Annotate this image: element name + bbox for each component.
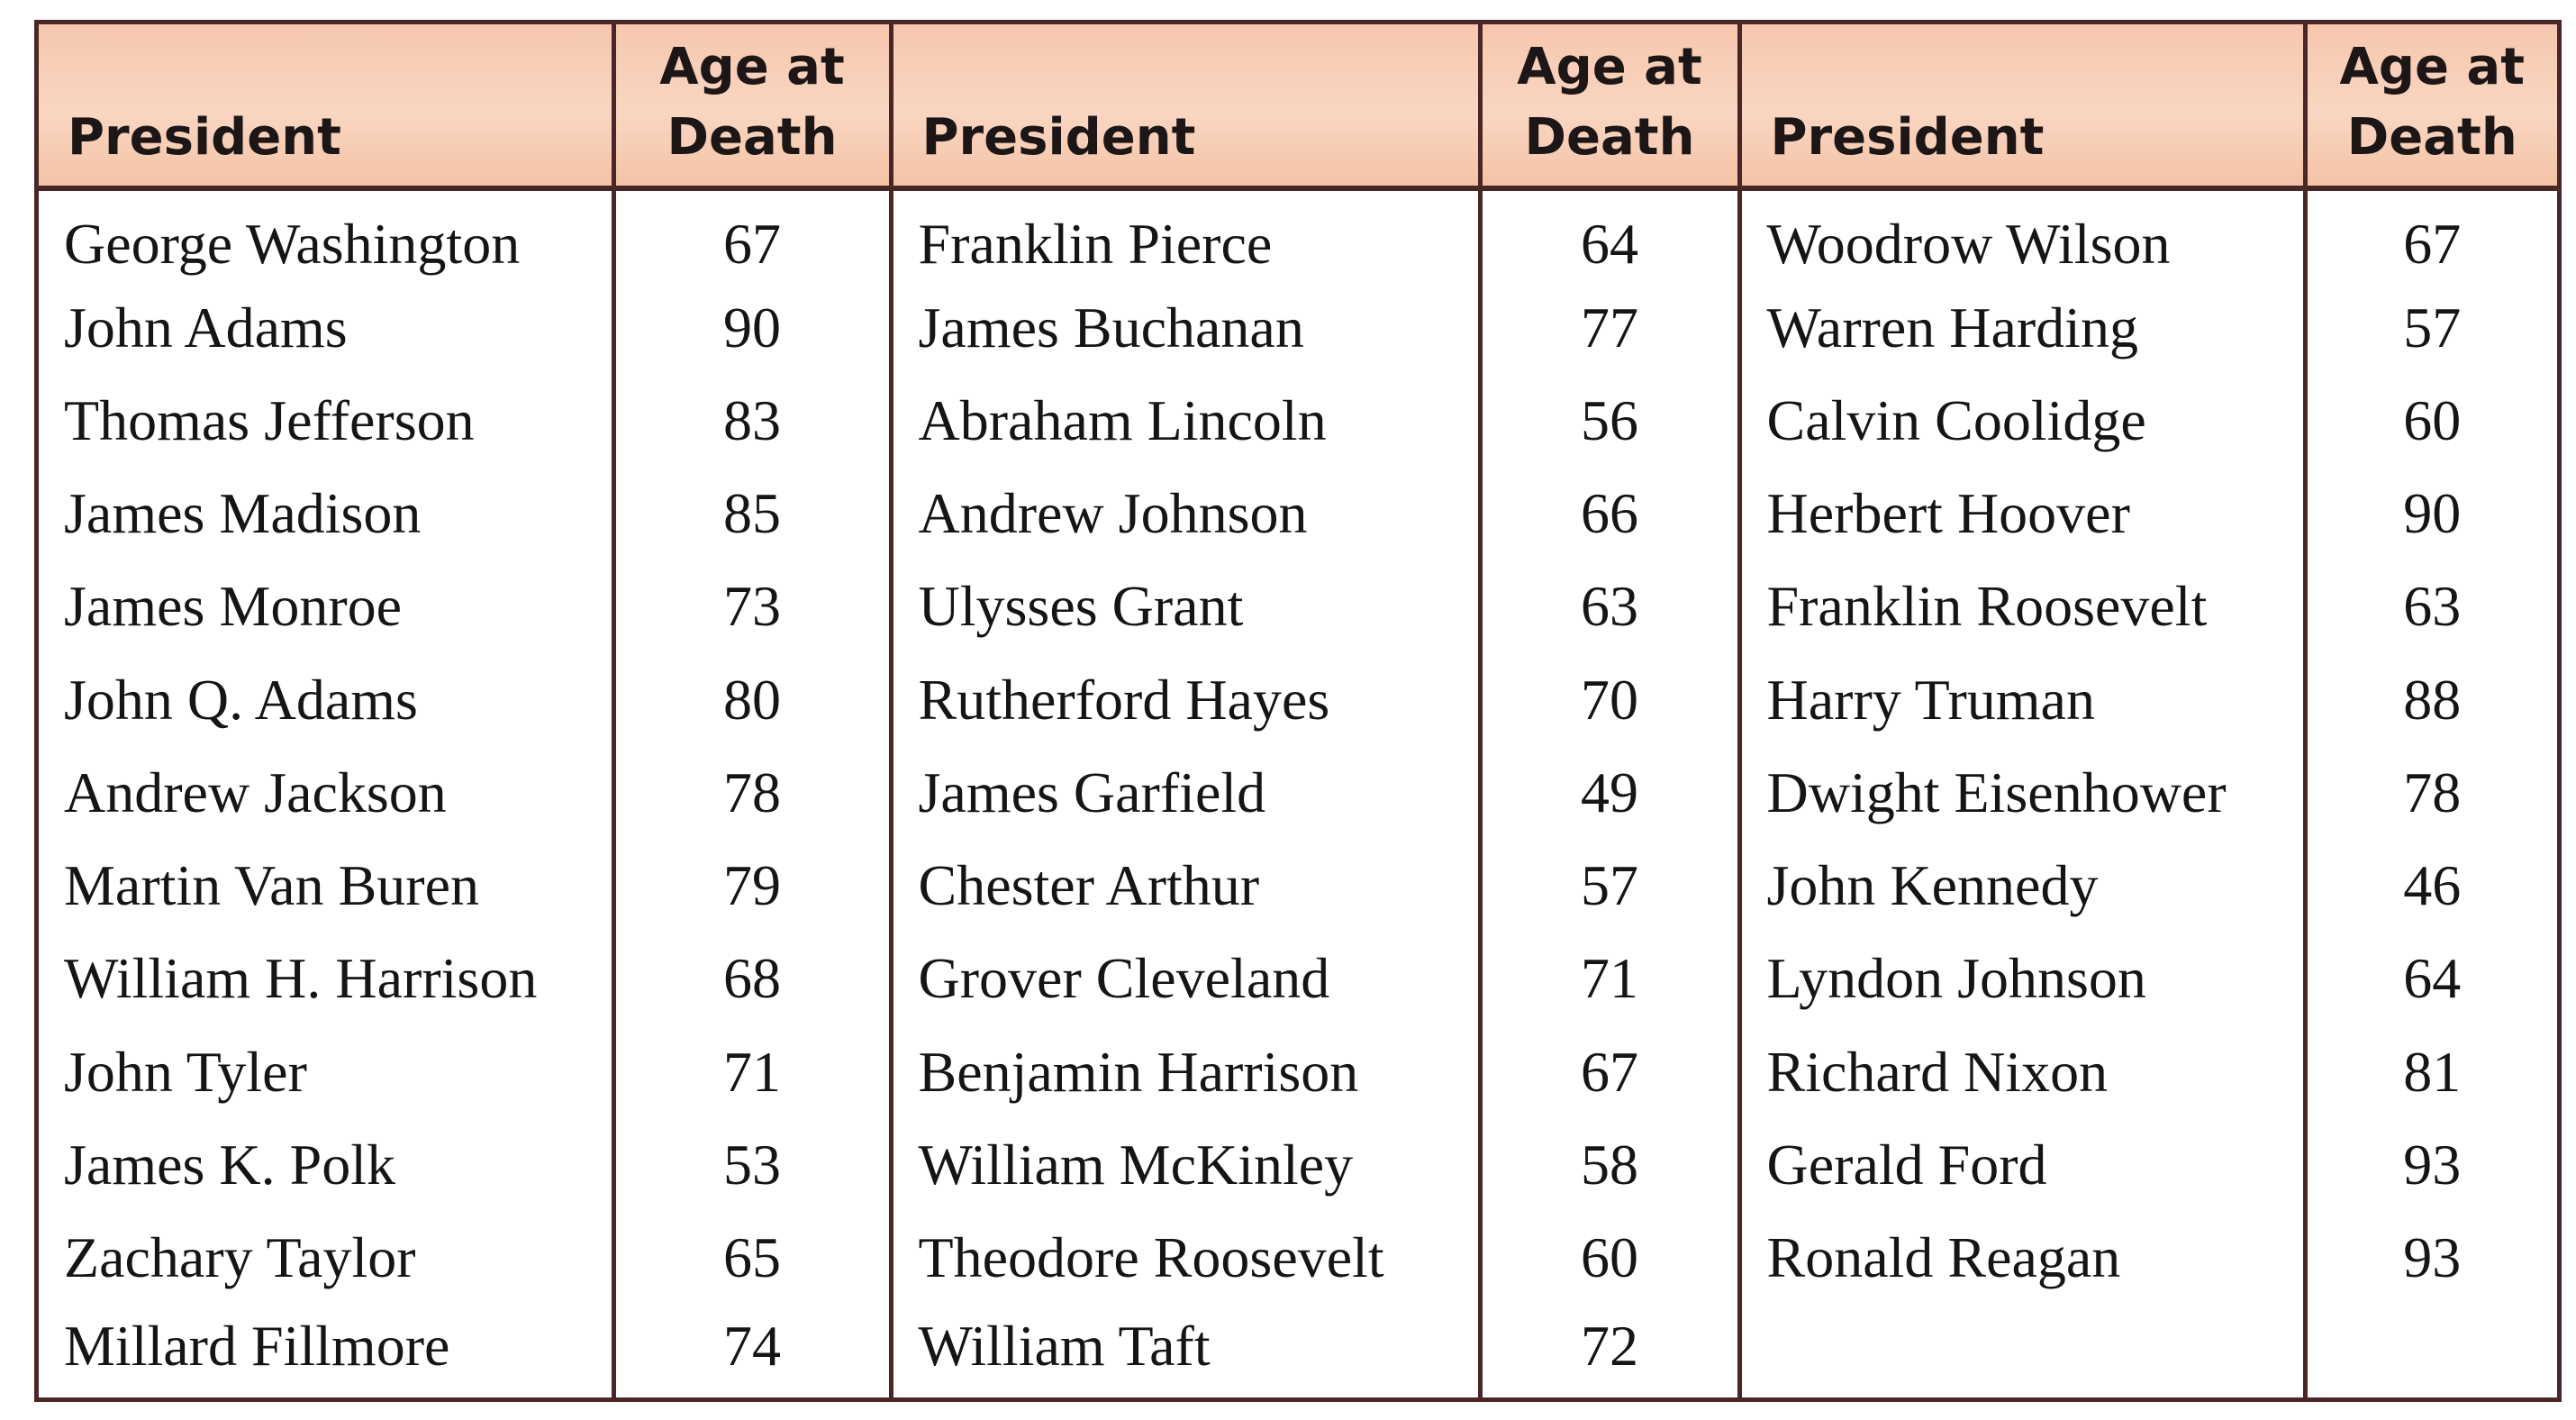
president-age-table-frame xyxy=(34,20,2562,1402)
president-name-cell: Andrew Jackson xyxy=(39,746,613,839)
age-at-death-cell xyxy=(2305,1305,2557,1397)
president-name-cell: John Q. Adams xyxy=(39,653,613,746)
president-name-cell: Rutherford Hayes xyxy=(891,653,1480,746)
age-at-death-cell: 66 xyxy=(1480,468,1739,560)
president-name-cell: Chester Arthur xyxy=(891,840,1480,933)
president-name-cell: James Madison xyxy=(39,468,613,560)
president-column-header: President xyxy=(891,24,1480,188)
age-at-death-cell: 53 xyxy=(613,1118,891,1211)
age-at-death-cell: 58 xyxy=(1480,1118,1739,1211)
president-name-cell: Harry Truman xyxy=(1739,653,2305,746)
table-row xyxy=(39,746,2557,839)
table-row xyxy=(39,840,2557,933)
age-at-death-cell: 67 xyxy=(1480,1025,1739,1118)
table-row xyxy=(39,1118,2557,1211)
age-header-line2: Death xyxy=(2346,108,2517,167)
age-at-death-cell: 67 xyxy=(2403,212,2462,277)
age-at-death-cell: 79 xyxy=(613,840,891,933)
age-at-death-cell: 63 xyxy=(1480,560,1739,653)
age-at-death-cell: 72 xyxy=(1480,1305,1739,1397)
president-name-cell: James K. Polk xyxy=(39,1118,613,1211)
president-name-cell: Grover Cleveland xyxy=(891,933,1480,1025)
president-name-cell: Benjamin Harrison xyxy=(891,1025,1480,1118)
president-name-cell: Woodrow Wilson xyxy=(1739,188,2305,281)
president-name-cell: Dwight Eisenhower xyxy=(1739,746,2305,839)
age-at-death-cell: 93 xyxy=(2403,1132,2462,1197)
age-at-death-cell: 71 xyxy=(613,1025,891,1118)
president-name-cell: John Tyler xyxy=(39,1025,613,1118)
president-name-cell: Theodore Roosevelt xyxy=(891,1211,1480,1304)
president-name-cell: William Taft xyxy=(891,1305,1480,1397)
table-body xyxy=(39,188,2557,1397)
age-at-death-cell: 71 xyxy=(1480,933,1739,1025)
age-at-death-cell: 60 xyxy=(2403,388,2462,453)
age-at-death-cell: 88 xyxy=(2403,667,2462,732)
president-column-header: President xyxy=(39,24,613,188)
president-name-cell: John Kennedy xyxy=(1739,840,2305,933)
president-name-cell: Franklin Roosevelt xyxy=(1739,560,2305,653)
president-name-cell: Herbert Hoover xyxy=(1739,468,2305,560)
president-age-table xyxy=(39,24,2557,1397)
age-at-death-cell: 65 xyxy=(613,1211,891,1304)
age-at-death-cell: 85 xyxy=(613,468,891,560)
age-column-header xyxy=(2305,24,2557,188)
president-name-cell: Ulysses Grant xyxy=(891,560,1480,653)
president-name-cell: Franklin Pierce xyxy=(891,188,1480,281)
age-at-death-cell: 90 xyxy=(613,281,891,374)
age-header-line1: Age at xyxy=(1517,38,1702,96)
president-name-cell: William McKinley xyxy=(891,1118,1480,1211)
age-column-header xyxy=(1480,24,1739,188)
president-name-cell: Thomas Jefferson xyxy=(39,374,613,467)
president-column-header: President xyxy=(1739,24,2305,188)
age-at-death-cell: 56 xyxy=(1480,374,1739,467)
president-name-cell: James Buchanan xyxy=(891,281,1480,374)
president-name-cell: William H. Harrison xyxy=(39,933,613,1025)
age-at-death-cell: 49 xyxy=(1480,746,1739,839)
age-at-death-cell: 83 xyxy=(613,374,891,467)
age-at-death-cell: 93 xyxy=(2403,1225,2462,1290)
age-at-death-cell: 73 xyxy=(613,560,891,653)
age-at-death-cell: 78 xyxy=(613,746,891,839)
president-name-cell: Millard Fillmore xyxy=(39,1305,613,1397)
age-at-death-cell: 80 xyxy=(613,653,891,746)
president-name-cell: Lyndon Johnson xyxy=(1739,933,2305,1025)
president-name-cell: John Adams xyxy=(39,281,613,374)
age-at-death-cell: 60 xyxy=(1480,1211,1739,1304)
president-name-cell: Abraham Lincoln xyxy=(891,374,1480,467)
age-at-death-cell: 63 xyxy=(2403,574,2462,639)
table-row xyxy=(39,933,2557,1025)
header-row xyxy=(39,24,2557,188)
age-header-line1: Age at xyxy=(659,38,845,96)
age-header-line2: Death xyxy=(1524,108,1695,167)
president-name-cell: George Washington xyxy=(39,188,613,281)
age-at-death-cell: 68 xyxy=(613,933,891,1025)
president-name-cell: Ronald Reagan xyxy=(1739,1211,2305,1304)
table-row xyxy=(39,188,2557,281)
age-at-death-cell: 70 xyxy=(1480,653,1739,746)
age-at-death-cell: 67 xyxy=(613,188,891,281)
president-name-cell: Gerald Ford xyxy=(1739,1118,2305,1211)
president-name-cell: James Garfield xyxy=(891,746,1480,839)
president-name-cell: Warren Harding xyxy=(1739,281,2305,374)
age-at-death-cell: 64 xyxy=(2403,946,2462,1011)
age-at-death-cell: 81 xyxy=(2403,1039,2462,1104)
age-at-death-cell: 64 xyxy=(1480,188,1739,281)
president-name-cell: Calvin Coolidge xyxy=(1739,374,2305,467)
president-name-cell: Martin Van Buren xyxy=(39,840,613,933)
age-at-death-cell: 90 xyxy=(2403,481,2462,546)
table-row xyxy=(39,281,2557,374)
table-row xyxy=(39,468,2557,560)
table-row xyxy=(39,560,2557,653)
age-column-header xyxy=(613,24,891,188)
age-at-death-cell: 77 xyxy=(1480,281,1739,374)
president-name-cell: Zachary Taylor xyxy=(39,1211,613,1304)
age-at-death-cell: 57 xyxy=(1480,840,1739,933)
table-row xyxy=(39,1025,2557,1118)
age-header-line2: Death xyxy=(667,108,838,167)
president-name-cell: Richard Nixon xyxy=(1739,1025,2305,1118)
table-row xyxy=(39,653,2557,746)
age-at-death-cell: 57 xyxy=(2403,295,2462,360)
table-row xyxy=(39,374,2557,467)
age-at-death-cell: 78 xyxy=(2403,760,2462,824)
president-name-cell: Andrew Johnson xyxy=(891,468,1480,560)
age-at-death-cell: 46 xyxy=(2403,853,2462,918)
president-name-cell: James Monroe xyxy=(39,560,613,653)
age-header-line1: Age at xyxy=(2339,38,2525,96)
table-row xyxy=(39,1211,2557,1304)
president-name-cell xyxy=(1739,1305,2305,1397)
age-at-death-cell: 74 xyxy=(613,1305,891,1397)
table-row xyxy=(39,1305,2557,1397)
